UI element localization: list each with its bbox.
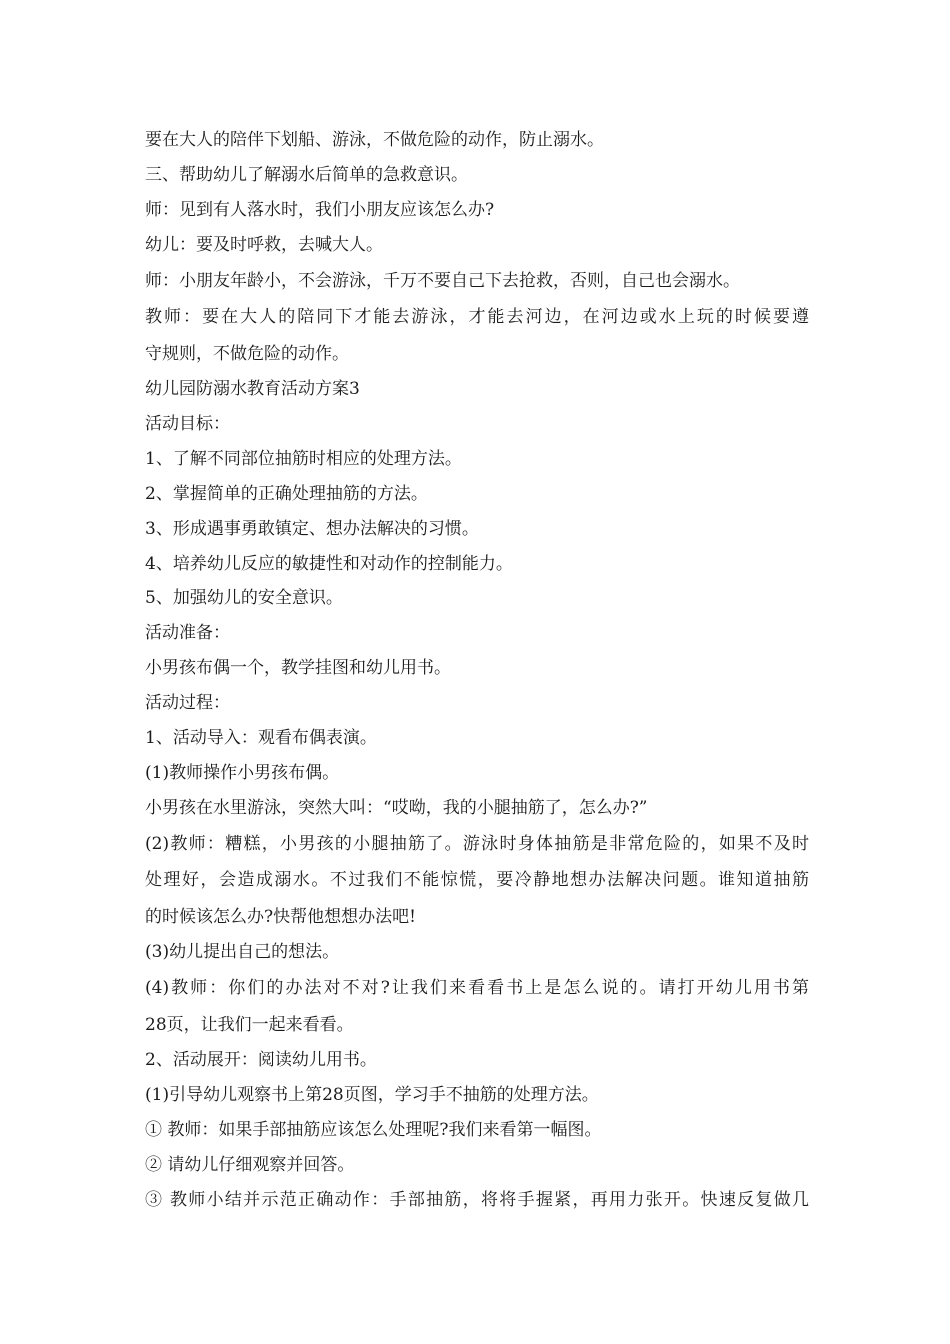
list-item: (1)引导幼儿观察书上第28页图，学习手不抽筋的处理方法。 <box>145 1084 599 1105</box>
list-item: ② 请幼儿仔细观察并回答。 <box>145 1154 355 1175</box>
list-item: 3、形成遇事勇敢镇定、想办法解决的习惯。 <box>145 518 479 539</box>
text-line: (4)教师：你们的办法对不对?让我们来看看书上是怎么说的。请打开幼儿用书第 <box>145 978 809 999</box>
text-line: 活动目标： <box>145 413 230 434</box>
text-line: 要在大人的陪伴下划船、游泳，不做危险的动作，防止溺水。 <box>145 130 604 150</box>
text-line: 小男孩布偶一个，教学挂图和幼儿用书。 <box>145 658 451 679</box>
text-line: 处理好，会造成溺水。不过我们不能惊慌，要冷静地想办法解决问题。谁知道抽筋 <box>145 870 809 891</box>
list-item: (1)教师操作小男孩布偶。 <box>145 762 340 783</box>
list-item: ① 教师：如果手部抽筋应该怎么处理呢?我们来看第一幅图。 <box>145 1119 602 1140</box>
text-line: 三、帮助幼儿了解溺水后简单的急救意识。 <box>145 164 468 185</box>
list-item: (3)幼儿提出自己的想法。 <box>145 942 340 963</box>
text-line: 教师：要在大人的陪同下才能去游泳，才能去河边，在河边或水上玩的时候要遵 <box>145 307 809 328</box>
list-item: 1、活动导入：观看布偶表演。 <box>145 727 377 748</box>
text-line: 师：见到有人落水时，我们小朋友应该怎么办? <box>145 199 495 220</box>
text-line: 的时候该怎么办?快帮他想想办法吧! <box>145 906 416 927</box>
section-heading: 幼儿园防溺水教育活动方案3 <box>145 379 360 400</box>
list-item: 5、加强幼儿的安全意识。 <box>145 588 343 609</box>
list-item: ③ 教师小结并示范正确动作：手部抽筋，将将手握紧，再用力张开。快速反复做几 <box>145 1189 809 1210</box>
text-line: 幼儿：要及时呼救，去喊大人。 <box>145 234 383 255</box>
list-item: 1、了解不同部位抽筋时相应的处理方法。 <box>145 448 462 469</box>
text-line: 守规则，不做危险的动作。 <box>145 343 349 364</box>
text-line: 活动准备： <box>145 623 230 644</box>
list-item: 2、掌握简单的正确处理抽筋的方法。 <box>145 483 428 504</box>
document-body <box>145 123 809 1217</box>
text-line: 活动过程： <box>145 693 230 714</box>
text-line: 小男孩在水里游泳，突然大叫：“哎呦，我的小腿抽筋了，怎么办?” <box>145 797 648 818</box>
text-line: 28页，让我们一起来看看。 <box>145 1014 354 1035</box>
text-line: 师：小朋友年龄小，不会游泳，千万不要自己下去抢救，否则，自己也会溺水。 <box>145 270 740 291</box>
list-item: 4、培养幼儿反应的敏捷性和对动作的控制能力。 <box>145 553 513 574</box>
text-line: (2)教师：糟糕，小男孩的小腿抽筋了。游泳时身体抽筋是非常危险的，如果不及时 <box>145 833 809 854</box>
list-item: 2、活动展开：阅读幼儿用书。 <box>145 1050 377 1071</box>
